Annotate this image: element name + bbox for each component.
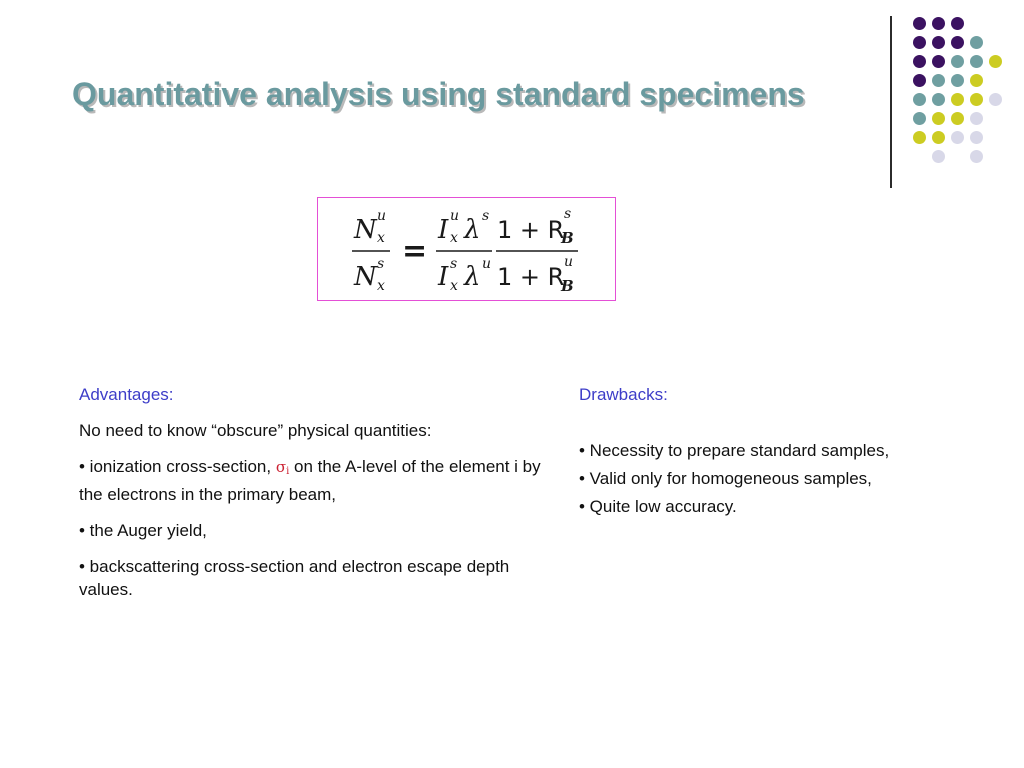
formula-r1-den-I-sub: x bbox=[450, 278, 458, 294]
formula-r2-denominator: 1 + R bbox=[497, 263, 565, 291]
advantages-heading: Advantages: bbox=[79, 385, 174, 404]
drawbacks-column bbox=[579, 383, 999, 518]
advantages-column bbox=[79, 383, 544, 601]
decorative-dot bbox=[932, 74, 945, 87]
decorative-dot bbox=[932, 131, 945, 144]
formula-r1-num-I-sub: x bbox=[450, 230, 458, 246]
formula-r1-den-lambda-sup: u bbox=[482, 256, 492, 272]
decorative-dot bbox=[970, 93, 983, 106]
decorative-dot bbox=[913, 112, 926, 125]
drawbacks-item: • Valid only for homogeneous samples, bbox=[579, 469, 872, 488]
drawbacks-item: • Quite low accuracy. bbox=[579, 497, 737, 516]
decorative-dot bbox=[913, 131, 926, 144]
decorative-dot bbox=[951, 131, 964, 144]
formula-r2-numerator: 1 + R bbox=[497, 216, 565, 244]
formula-r2-num-sup: s bbox=[564, 206, 572, 222]
decorative-dot bbox=[913, 36, 926, 49]
advantages-item-ionization-pre: • ionization cross-section, bbox=[79, 457, 276, 476]
advantages-item-auger: • the Auger yield, bbox=[79, 521, 207, 540]
formula-r1-num-I-sup: u bbox=[450, 208, 460, 224]
decorative-dot bbox=[932, 17, 945, 30]
decorative-dot bbox=[970, 36, 983, 49]
decorative-dot bbox=[970, 112, 983, 125]
formula-equation bbox=[318, 198, 617, 302]
advantages-intro: No need to know “obscure” physical quantities: bbox=[79, 421, 432, 440]
decorative-dot bbox=[913, 93, 926, 106]
formula-lhs-num-sup: u bbox=[377, 208, 387, 224]
decorative-dot bbox=[951, 74, 964, 87]
slide-title: Quantitative analysis using standard specimens bbox=[72, 76, 805, 112]
formula-lhs-den-sup: s bbox=[377, 256, 385, 272]
formula-r1-den-lambda: λ bbox=[464, 262, 481, 292]
decorative-dot bbox=[913, 74, 926, 87]
decorative-dot bbox=[970, 150, 983, 163]
decorative-dot bbox=[989, 93, 1002, 106]
decorative-dot bbox=[951, 17, 964, 30]
formula-r1-den-I: I bbox=[438, 262, 449, 292]
sigma-symbol: σ bbox=[275, 458, 287, 476]
decorative-dot bbox=[932, 112, 945, 125]
decorative-dot bbox=[951, 112, 964, 125]
formula-r1-den-I-sup: s bbox=[450, 256, 458, 272]
formula-r2-den-sub: B bbox=[561, 277, 574, 295]
decorative-dot bbox=[970, 55, 983, 68]
decorative-dot bbox=[970, 131, 983, 144]
drawbacks-item: • Necessity to prepare standard samples, bbox=[579, 441, 890, 460]
formula-r1-num-I: I bbox=[438, 215, 449, 245]
decorative-dot bbox=[913, 55, 926, 68]
decorative-dot bbox=[951, 93, 964, 106]
decorative-dot bbox=[932, 36, 945, 49]
formula-lhs-numerator: N bbox=[354, 215, 377, 245]
formula-r2-num-sub: B bbox=[561, 229, 574, 247]
decorative-dot bbox=[989, 55, 1002, 68]
formula-lhs-num-sub: x bbox=[377, 230, 385, 246]
decorative-dot bbox=[932, 150, 945, 163]
formula-r1-num-lambda: λ bbox=[464, 215, 481, 245]
decorative-divider-line bbox=[890, 16, 892, 188]
decorative-dot bbox=[913, 17, 926, 30]
advantages-item-ionization-post: on the A-level of the element i by the electrons in the primary beam, bbox=[79, 457, 541, 504]
formula-equals-sign: = bbox=[402, 234, 428, 269]
sigma-subscript: i bbox=[286, 466, 290, 477]
decorative-dot bbox=[970, 74, 983, 87]
drawbacks-heading: Drawbacks: bbox=[579, 385, 668, 404]
formula-r1-num-lambda-sup: s bbox=[482, 208, 490, 224]
formula-r2-den-sup: u bbox=[564, 254, 574, 270]
advantages-item-ionization bbox=[79, 455, 544, 506]
decorative-dot bbox=[932, 55, 945, 68]
advantages-item-backscattering: • backscattering cross-section and electron escape depth values. bbox=[79, 557, 510, 599]
formula-lhs-denominator: N bbox=[354, 262, 377, 292]
formula-box bbox=[317, 197, 616, 301]
decorative-dot bbox=[951, 36, 964, 49]
decorative-dot bbox=[951, 55, 964, 68]
decorative-dot bbox=[932, 93, 945, 106]
formula-lhs-den-sub: x bbox=[377, 278, 385, 294]
